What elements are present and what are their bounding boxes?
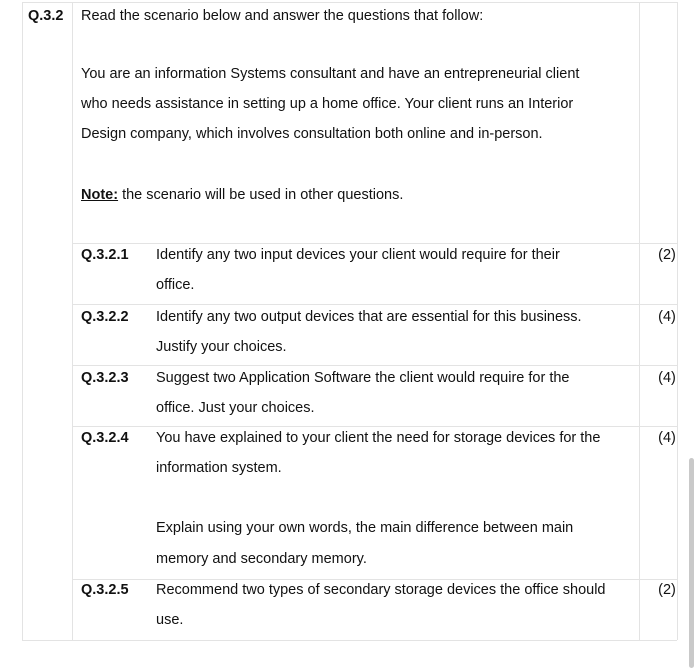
sub-question-text: You have explained to your client the need for storage devices for the [156, 430, 601, 446]
note-text: the scenario will be used in other questions. [118, 187, 404, 203]
sub-question-text: office. [156, 277, 195, 293]
sub-question-text: Justify your choices. [156, 339, 287, 355]
scenario-line: who needs assistance in setting up a home office. Your client runs an Interior [81, 96, 574, 112]
sub-question-text: memory and secondary memory. [156, 551, 367, 567]
sub-question-number: Q.3.2.1 [81, 247, 129, 263]
sub-question-text: Identify any two output devices that are essential for this business. [156, 309, 582, 325]
row-divider [72, 365, 677, 366]
row-divider [72, 426, 677, 427]
table-top-border [22, 2, 677, 3]
note-line [81, 187, 403, 203]
sub-question-text: Identify any two input devices your client would require for their [156, 247, 560, 263]
sub-question-number: Q.3.2.5 [81, 582, 129, 598]
row-divider [72, 243, 677, 244]
sub-question-text: use. [156, 612, 184, 628]
marks-value: (4) [658, 430, 676, 446]
vertical-scrollbar[interactable] [689, 458, 694, 668]
column-divider-marks [639, 2, 640, 640]
column-divider-number [72, 2, 73, 640]
marks-value: (2) [658, 582, 676, 598]
sub-question-text: Suggest two Application Software the client would require for the [156, 370, 570, 386]
sub-question-text: information system. [156, 460, 282, 476]
scenario-line: Design company, which involves consultation both online and in-person. [81, 126, 543, 142]
table-left-border [22, 2, 23, 640]
row-divider [72, 579, 677, 580]
row-divider [72, 304, 677, 305]
sub-question-number: Q.3.2.3 [81, 370, 129, 386]
sub-question-number: Q.3.2.4 [81, 430, 129, 446]
marks-value: (2) [658, 247, 676, 263]
marks-value: (4) [658, 370, 676, 386]
sub-question-text: office. Just your choices. [156, 400, 315, 416]
marks-value: (4) [658, 309, 676, 325]
question-number: Q.3.2 [28, 8, 64, 24]
scenario-line: You are an information Systems consultant and have an entrepreneurial client [81, 66, 580, 82]
table-bottom-border [22, 640, 677, 641]
sub-question-text: Explain using your own words, the main difference between main [156, 520, 574, 536]
sub-question-number: Q.3.2.2 [81, 309, 129, 325]
question-instruction: Read the scenario below and answer the questions that follow: [81, 8, 484, 24]
sub-question-text: Recommend two types of secondary storage devices the office should [156, 582, 606, 598]
note-label: Note: [81, 187, 119, 203]
